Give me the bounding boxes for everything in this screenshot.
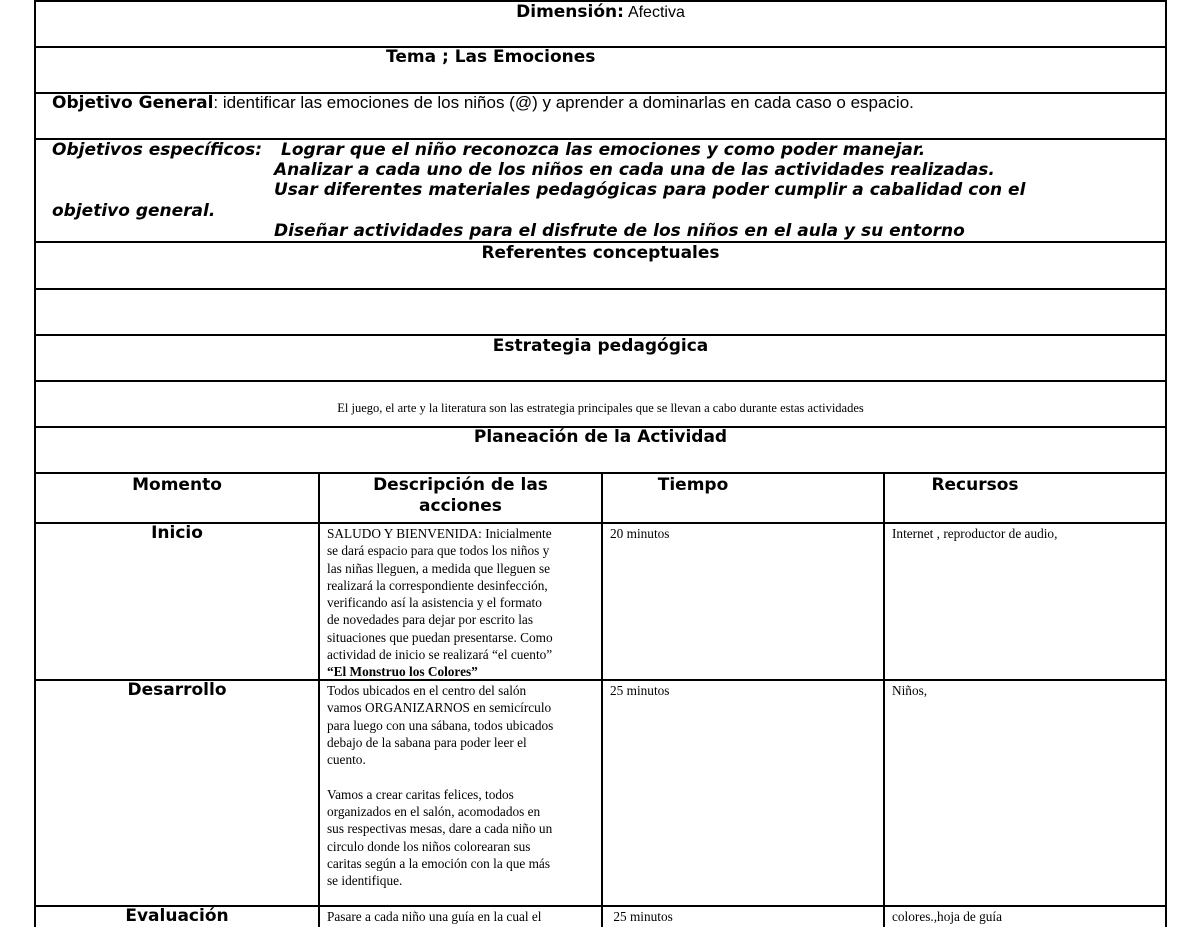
descripcion-spacer bbox=[327, 768, 599, 785]
dimension-value: Afectiva bbox=[627, 4, 685, 21]
descripcion-line: sus respectivas mesas, dare a cada niño un bbox=[327, 821, 553, 837]
row-inicio-tiempo: 20 minutos bbox=[610, 526, 670, 541]
row-divider bbox=[36, 288, 1165, 290]
descripcion-line: las niñas lleguen, a medida que lleguen se bbox=[327, 560, 551, 576]
descripcion-line: debajo de la sabana para poder leer el bbox=[327, 734, 527, 750]
objetivo-especifico-3: Usar diferentes materiales pedagógicas para poder cumplir a cabalidad con el bbox=[274, 180, 1026, 200]
descripcion-line: vamos ORGANIZARNOS en semicírculo bbox=[327, 700, 552, 716]
descripcion-line: realizará la correspondiente desinfección, bbox=[327, 577, 548, 593]
descripcion-line: situaciones que puedan presentarse. Como bbox=[327, 629, 553, 645]
descripcion-line: Pasare a cada niño una guía en la cual el bbox=[327, 909, 542, 924]
row-inicio-descripcion bbox=[327, 525, 599, 681]
objetivo-general-label: Objetivo General bbox=[52, 93, 214, 113]
objetivo-especifico-3-cont: objetivo general. bbox=[52, 201, 216, 221]
estrategia-heading: Estrategia pedagógica bbox=[492, 336, 709, 356]
row-inicio-momento: Inicio bbox=[151, 523, 203, 543]
header-tiempo: Tiempo bbox=[657, 475, 729, 495]
referentes-heading: Referentes conceptuales bbox=[481, 243, 720, 263]
descripcion-line: verificando así la asistencia y el formato bbox=[327, 595, 542, 611]
descripcion-line: para luego con una sábana, todos ubicados bbox=[327, 717, 554, 733]
dimension-heading bbox=[36, 2, 1165, 22]
row-desarrollo-recursos: Niños, bbox=[892, 683, 928, 698]
descripcion-line: Todos ubicados en el centro del salón bbox=[327, 683, 527, 698]
descripcion-line: de novedades para dejar por escrito las bbox=[327, 612, 534, 628]
row-desarrollo-descripcion bbox=[327, 682, 599, 890]
descripcion-line: actividad de inicio se realizará “el cuento” bbox=[327, 647, 553, 663]
tema-heading: Tema ; Las Emociones bbox=[386, 47, 596, 67]
objetivo-especifico-4: Diseñar actividades para el disfrute de los niños en el aula y su entorno bbox=[274, 221, 965, 241]
row-divider bbox=[36, 46, 1165, 48]
descripcion-line: cuento. bbox=[327, 752, 366, 768]
row-divider bbox=[36, 380, 1165, 382]
objetivo-especifico-1: Lograr que el niño reconozca las emociones y como poder manejar. bbox=[281, 140, 926, 160]
dimension-label: Dimensión: bbox=[516, 2, 624, 22]
row-evaluacion-descripcion bbox=[327, 908, 599, 925]
header-descripcion bbox=[320, 475, 601, 517]
descripcion-line: se dará espacio para que todos los niños y bbox=[327, 543, 550, 559]
row-inicio-recursos: Internet , reproductor de audio, bbox=[892, 526, 1058, 541]
header-descripcion-line2: acciones bbox=[419, 496, 502, 516]
objetivo-general bbox=[52, 93, 914, 113]
objetivos-especificos-label: Objetivos específicos: bbox=[52, 140, 263, 160]
row-evaluacion-tiempo: 25 minutos bbox=[610, 909, 673, 924]
descripcion-line: SALUDO Y BIENVENIDA: Inicialmente bbox=[327, 526, 552, 541]
descripcion-line: se identifique. bbox=[327, 873, 403, 889]
row-desarrollo-tiempo: 25 minutos bbox=[610, 683, 670, 698]
descripcion-line: Vamos a crear caritas felices, todos bbox=[327, 786, 514, 802]
objetivo-especifico-2: Analizar a cada uno de los niños en cada una de las actividades realizadas. bbox=[274, 160, 995, 180]
descripcion-line: caritas según a la emoción con la que más bbox=[327, 855, 551, 871]
header-momento: Momento bbox=[132, 475, 222, 495]
column-divider bbox=[318, 472, 320, 927]
column-divider bbox=[601, 472, 603, 927]
row-evaluacion-recursos: colores.,hoja de guía bbox=[892, 909, 1003, 924]
descripcion-line: organizados en el salón, acomodados en bbox=[327, 804, 541, 820]
lesson-plan-document bbox=[34, 0, 1167, 927]
objetivo-general-text: : identificar las emociones de los niños (@) y aprender a dominarlas en cada caso o espacio. bbox=[213, 93, 914, 112]
planeacion-heading: Planeación de la Actividad bbox=[473, 427, 728, 447]
row-evaluacion-momento: Evaluación bbox=[125, 906, 229, 926]
estrategia-text: El juego, el arte y la literatura son las estrategia principales que se llevan a cabo durante estas actividades bbox=[337, 401, 864, 415]
header-descripcion-line1: Descripción de las bbox=[373, 475, 548, 495]
cuento-title: “El Monstruo los Colores” bbox=[327, 664, 478, 680]
column-divider bbox=[883, 472, 885, 927]
header-recursos: Recursos bbox=[931, 475, 1019, 495]
row-desarrollo-momento: Desarrollo bbox=[127, 680, 227, 700]
descripcion-line: circulo donde los niños colorearan sus bbox=[327, 838, 531, 854]
